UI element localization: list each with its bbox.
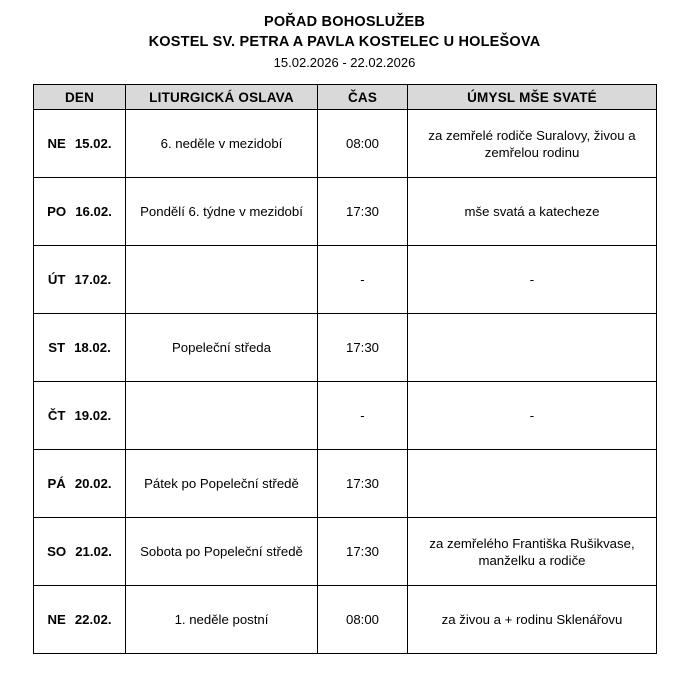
day-name: PO xyxy=(47,204,67,219)
document-subtitle: KOSTEL SV. PETRA A PAVLA KOSTELEC U HOLEŠOVA xyxy=(148,34,541,50)
table-row xyxy=(34,110,657,178)
day-date: 21.02. xyxy=(75,544,112,559)
day-name: ČT xyxy=(47,408,66,423)
cell-time: 08:00 xyxy=(318,110,408,178)
day-name: ÚT xyxy=(47,272,66,287)
day-name: NE xyxy=(47,612,66,627)
cell-intention: - xyxy=(408,382,657,450)
day-date: 22.02. xyxy=(74,612,112,627)
cell-day xyxy=(34,450,126,518)
schedule-table-container xyxy=(0,84,689,654)
cell-day xyxy=(34,586,126,654)
table-row xyxy=(34,450,657,518)
cell-liturgy xyxy=(126,246,318,314)
table-header-row xyxy=(34,85,657,110)
day-name: ST xyxy=(48,340,66,355)
cell-time: 17:30 xyxy=(318,314,408,382)
cell-day xyxy=(34,382,126,450)
cell-time: - xyxy=(318,382,408,450)
cell-day xyxy=(34,110,126,178)
cell-liturgy xyxy=(126,382,318,450)
day-date: 17.02. xyxy=(74,272,112,287)
cell-time: 08:00 xyxy=(318,586,408,654)
cell-liturgy: Popeleční středa xyxy=(126,314,318,382)
cell-time: 17:30 xyxy=(318,450,408,518)
day-name: NE xyxy=(47,136,66,151)
column-header-umysl-mse-svate: ÚMYSL MŠE SVATÉ xyxy=(408,85,657,110)
date-range: 15.02.2026 - 22.02.2026 xyxy=(273,55,416,70)
table-row xyxy=(34,382,657,450)
cell-time: 17:30 xyxy=(318,518,408,586)
day-date: 16.02. xyxy=(75,204,112,219)
document-header xyxy=(0,0,689,73)
cell-intention xyxy=(408,450,657,518)
cell-day xyxy=(34,314,126,382)
day-name: PÁ xyxy=(47,476,66,491)
column-header-liturgicka-oslava: LITURGICKÁ OSLAVA xyxy=(126,85,318,110)
cell-intention: mše svatá a katecheze xyxy=(408,178,657,246)
table-row xyxy=(34,178,657,246)
cell-liturgy: Pondělí 6. týdne v mezidobí xyxy=(126,178,318,246)
cell-intention: za zemřelé rodiče Suralovy, živou a zemřelou rodinu xyxy=(408,110,657,178)
column-header-den: DEN xyxy=(34,85,126,110)
cell-time: 17:30 xyxy=(318,178,408,246)
table-body xyxy=(34,110,657,654)
cell-liturgy: 6. neděle v mezidobí xyxy=(126,110,318,178)
cell-liturgy: 1. neděle postní xyxy=(126,586,318,654)
cell-day xyxy=(34,518,126,586)
cell-intention: za živou a + rodinu Sklenářovu xyxy=(408,586,657,654)
day-date: 20.02. xyxy=(74,476,112,491)
cell-liturgy: Sobota po Popeleční středě xyxy=(126,518,318,586)
table-row xyxy=(34,246,657,314)
cell-time: - xyxy=(318,246,408,314)
table-row xyxy=(34,518,657,586)
cell-day xyxy=(34,178,126,246)
cell-liturgy: Pátek po Popeleční středě xyxy=(126,450,318,518)
table-header xyxy=(34,85,657,110)
day-date: 19.02. xyxy=(74,408,112,423)
schedule-table xyxy=(33,84,657,654)
cell-day xyxy=(34,246,126,314)
day-date: 15.02. xyxy=(74,136,112,151)
document-title: POŘAD BOHOSLUŽEB xyxy=(263,14,426,30)
table-row xyxy=(34,314,657,382)
cell-intention: - xyxy=(408,246,657,314)
day-date: 18.02. xyxy=(74,340,111,355)
day-name: SO xyxy=(47,544,67,559)
column-header-cas: ČAS xyxy=(318,85,408,110)
table-row xyxy=(34,586,657,654)
cell-intention: za zemřelého Františka Rušikvase, manželku a rodiče xyxy=(408,518,657,586)
cell-intention xyxy=(408,314,657,382)
